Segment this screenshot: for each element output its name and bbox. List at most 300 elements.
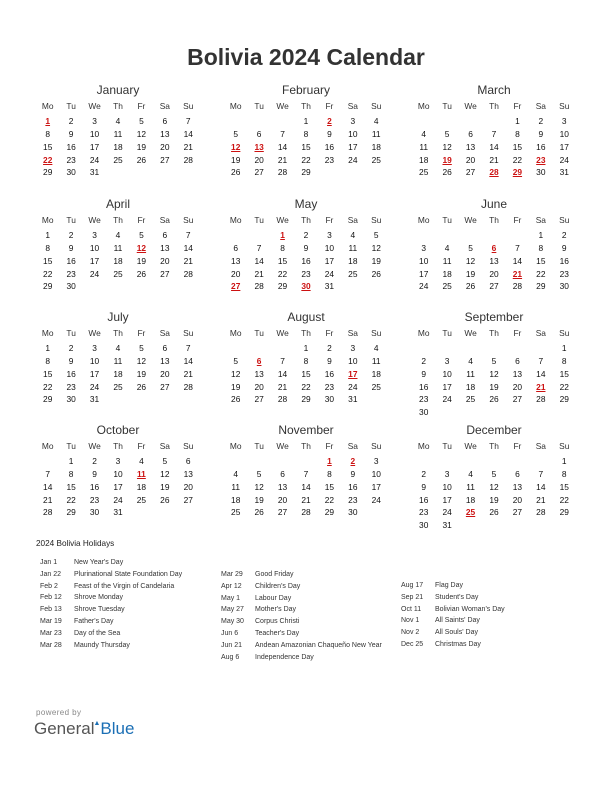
day-cell[interactable]: 28 bbox=[254, 281, 264, 292]
day-cell[interactable]: 19 bbox=[136, 141, 147, 152]
day-cell[interactable]: 12 bbox=[489, 481, 499, 492]
day-cell[interactable]: 23 bbox=[348, 494, 358, 505]
day-cell[interactable]: 1 bbox=[538, 229, 544, 240]
day-cell[interactable]: 6 bbox=[515, 468, 520, 479]
day-cell[interactable]: 27 bbox=[512, 394, 523, 405]
holiday-day-cell[interactable]: 21 bbox=[536, 381, 546, 392]
day-cell[interactable]: 28 bbox=[43, 507, 53, 518]
day-cell[interactable]: 11 bbox=[442, 255, 452, 266]
day-cell[interactable]: 4 bbox=[139, 455, 144, 466]
day-cell[interactable]: 28 bbox=[183, 268, 193, 279]
holiday-day-cell[interactable]: 12 bbox=[231, 141, 241, 152]
day-cell[interactable]: 14 bbox=[301, 481, 311, 492]
day-cell[interactable]: 2 bbox=[68, 342, 74, 353]
day-cell[interactable]: 25 bbox=[113, 154, 123, 165]
day-cell[interactable]: 16 bbox=[559, 255, 569, 266]
day-cell[interactable]: 13 bbox=[254, 368, 264, 379]
day-cell[interactable]: 2 bbox=[68, 115, 74, 126]
day-cell[interactable]: 9 bbox=[421, 481, 427, 492]
day-cell[interactable]: 12 bbox=[465, 255, 476, 266]
day-cell[interactable]: 8 bbox=[280, 242, 285, 253]
holiday-day-cell[interactable]: 30 bbox=[301, 281, 311, 292]
day-cell[interactable]: 14 bbox=[43, 481, 53, 492]
day-cell[interactable]: 1 bbox=[515, 115, 520, 126]
day-cell[interactable]: 6 bbox=[280, 468, 285, 479]
day-cell[interactable]: 22 bbox=[536, 268, 546, 279]
day-cell[interactable]: 7 bbox=[491, 128, 497, 139]
day-cell[interactable]: 7 bbox=[280, 128, 285, 139]
day-cell[interactable]: 3 bbox=[350, 342, 356, 353]
day-cell[interactable]: 3 bbox=[421, 242, 427, 253]
day-cell[interactable]: 31 bbox=[89, 394, 100, 405]
day-cell[interactable]: 11 bbox=[371, 128, 381, 139]
day-cell[interactable]: 24 bbox=[371, 494, 381, 505]
day-cell[interactable]: 9 bbox=[92, 468, 97, 479]
day-cell[interactable]: 25 bbox=[136, 494, 147, 505]
day-cell[interactable]: 1 bbox=[561, 455, 567, 466]
day-cell[interactable]: 5 bbox=[139, 342, 144, 353]
day-cell[interactable]: 19 bbox=[489, 494, 499, 505]
day-cell[interactable]: 30 bbox=[66, 281, 76, 292]
day-cell[interactable]: 28 bbox=[277, 394, 288, 405]
day-cell[interactable]: 27 bbox=[277, 507, 288, 518]
day-cell[interactable]: 14 bbox=[536, 481, 546, 492]
day-cell[interactable]: 26 bbox=[465, 281, 476, 292]
holiday-day-cell[interactable]: 23 bbox=[536, 154, 546, 165]
day-cell[interactable]: 29 bbox=[43, 167, 53, 178]
day-cell[interactable]: 15 bbox=[559, 368, 569, 379]
day-cell[interactable]: 25 bbox=[465, 394, 476, 405]
day-cell[interactable]: 6 bbox=[233, 242, 239, 253]
day-cell[interactable]: 2 bbox=[421, 355, 427, 366]
day-cell[interactable]: 9 bbox=[303, 242, 309, 253]
day-cell[interactable]: 10 bbox=[348, 355, 358, 366]
day-cell[interactable]: 26 bbox=[442, 167, 452, 178]
day-cell[interactable]: 27 bbox=[512, 507, 523, 518]
day-cell[interactable]: 9 bbox=[327, 355, 332, 366]
day-cell[interactable]: 1 bbox=[303, 115, 309, 126]
day-cell[interactable]: 5 bbox=[233, 128, 239, 139]
day-cell[interactable]: 14 bbox=[512, 255, 523, 266]
day-cell[interactable]: 9 bbox=[68, 128, 74, 139]
day-cell[interactable]: 17 bbox=[113, 481, 123, 492]
day-cell[interactable]: 4 bbox=[233, 468, 239, 479]
day-cell[interactable]: 8 bbox=[303, 128, 309, 139]
generalblue-logo[interactable] bbox=[34, 719, 134, 739]
day-cell[interactable]: 3 bbox=[444, 468, 450, 479]
day-cell[interactable]: 8 bbox=[515, 128, 520, 139]
day-cell[interactable]: 25 bbox=[113, 268, 123, 279]
day-cell[interactable]: 1 bbox=[561, 342, 567, 353]
day-cell[interactable]: 13 bbox=[512, 481, 523, 492]
day-cell[interactable]: 20 bbox=[231, 268, 241, 279]
day-cell[interactable]: 23 bbox=[66, 154, 76, 165]
day-cell[interactable]: 13 bbox=[277, 481, 288, 492]
day-cell[interactable]: 16 bbox=[66, 255, 76, 266]
day-cell[interactable]: 7 bbox=[185, 229, 191, 240]
day-cell[interactable]: 22 bbox=[66, 494, 76, 505]
day-cell[interactable]: 9 bbox=[68, 355, 74, 366]
day-cell[interactable]: 19 bbox=[160, 481, 170, 492]
day-cell[interactable]: 22 bbox=[301, 154, 311, 165]
day-cell[interactable]: 2 bbox=[327, 342, 332, 353]
day-cell[interactable]: 23 bbox=[301, 268, 311, 279]
day-cell[interactable]: 27 bbox=[160, 381, 170, 392]
day-cell[interactable]: 16 bbox=[66, 368, 76, 379]
day-cell[interactable]: 27 bbox=[183, 494, 193, 505]
day-cell[interactable]: 24 bbox=[442, 507, 452, 518]
day-cell[interactable]: 20 bbox=[160, 141, 170, 152]
day-cell[interactable]: 11 bbox=[466, 481, 475, 492]
holiday-day-cell[interactable]: 12 bbox=[136, 242, 147, 253]
day-cell[interactable]: 14 bbox=[277, 368, 288, 379]
day-cell[interactable]: 8 bbox=[68, 468, 74, 479]
day-cell[interactable]: 17 bbox=[419, 268, 429, 279]
day-cell[interactable]: 21 bbox=[183, 255, 193, 266]
day-cell[interactable]: 20 bbox=[254, 381, 264, 392]
day-cell[interactable]: 13 bbox=[160, 128, 170, 139]
day-cell[interactable]: 4 bbox=[468, 468, 473, 479]
day-cell[interactable]: 27 bbox=[254, 394, 264, 405]
holiday-day-cell[interactable]: 28 bbox=[489, 167, 499, 178]
day-cell[interactable]: 21 bbox=[301, 494, 311, 505]
holiday-day-cell[interactable]: 27 bbox=[231, 281, 241, 292]
day-cell[interactable]: 29 bbox=[301, 394, 311, 405]
day-cell[interactable]: 4 bbox=[350, 229, 356, 240]
day-cell[interactable]: 4 bbox=[421, 128, 427, 139]
day-cell[interactable]: 10 bbox=[419, 255, 429, 266]
day-cell[interactable]: 29 bbox=[277, 281, 288, 292]
day-cell[interactable]: 7 bbox=[185, 115, 191, 126]
day-cell[interactable]: 4 bbox=[115, 342, 121, 353]
day-cell[interactable]: 18 bbox=[113, 255, 123, 266]
day-cell[interactable]: 10 bbox=[559, 128, 569, 139]
day-cell[interactable]: 21 bbox=[489, 154, 499, 165]
day-cell[interactable]: 23 bbox=[66, 268, 76, 279]
day-cell[interactable]: 18 bbox=[442, 268, 452, 279]
day-cell[interactable]: 5 bbox=[139, 229, 144, 240]
day-cell[interactable]: 20 bbox=[512, 494, 523, 505]
day-cell[interactable]: 25 bbox=[231, 507, 241, 518]
day-cell[interactable]: 11 bbox=[348, 242, 358, 253]
day-cell[interactable]: 18 bbox=[465, 381, 476, 392]
day-cell[interactable]: 6 bbox=[162, 342, 168, 353]
day-cell[interactable]: 8 bbox=[327, 468, 332, 479]
day-cell[interactable]: 1 bbox=[45, 229, 51, 240]
day-cell[interactable]: 12 bbox=[489, 368, 499, 379]
day-cell[interactable]: 19 bbox=[489, 381, 499, 392]
day-cell[interactable]: 2 bbox=[421, 468, 427, 479]
day-cell[interactable]: 19 bbox=[465, 268, 476, 279]
day-cell[interactable]: 7 bbox=[256, 242, 262, 253]
day-cell[interactable]: 8 bbox=[538, 242, 544, 253]
day-cell[interactable]: 6 bbox=[162, 115, 168, 126]
day-cell[interactable]: 7 bbox=[185, 342, 191, 353]
day-cell[interactable]: 30 bbox=[89, 507, 100, 518]
day-cell[interactable]: 17 bbox=[371, 481, 381, 492]
day-cell[interactable]: 4 bbox=[373, 115, 379, 126]
day-cell[interactable]: 19 bbox=[254, 494, 264, 505]
day-cell[interactable]: 8 bbox=[561, 468, 567, 479]
day-cell[interactable]: 18 bbox=[371, 368, 381, 379]
day-cell[interactable]: 18 bbox=[465, 494, 476, 505]
day-cell[interactable]: 25 bbox=[371, 154, 381, 165]
day-cell[interactable]: 14 bbox=[183, 355, 193, 366]
day-cell[interactable]: 11 bbox=[466, 368, 475, 379]
day-cell[interactable]: 27 bbox=[160, 268, 170, 279]
day-cell[interactable]: 10 bbox=[89, 128, 100, 139]
day-cell[interactable]: 10 bbox=[348, 128, 358, 139]
day-cell[interactable]: 28 bbox=[301, 507, 311, 518]
day-cell[interactable]: 16 bbox=[419, 494, 429, 505]
day-cell[interactable]: 16 bbox=[419, 381, 429, 392]
day-cell[interactable]: 20 bbox=[489, 268, 499, 279]
day-cell[interactable]: 11 bbox=[113, 128, 123, 139]
day-cell[interactable]: 2 bbox=[538, 115, 544, 126]
day-cell[interactable]: 17 bbox=[89, 255, 100, 266]
day-cell[interactable]: 25 bbox=[371, 381, 381, 392]
day-cell[interactable]: 13 bbox=[489, 255, 499, 266]
day-cell[interactable]: 24 bbox=[89, 154, 100, 165]
day-cell[interactable]: 15 bbox=[512, 141, 523, 152]
holiday-day-cell[interactable]: 29 bbox=[512, 167, 523, 178]
holiday-day-cell[interactable]: 6 bbox=[256, 355, 262, 366]
day-cell[interactable]: 9 bbox=[68, 242, 74, 253]
day-cell[interactable]: 27 bbox=[160, 154, 170, 165]
day-cell[interactable]: 10 bbox=[442, 481, 452, 492]
day-cell[interactable]: 30 bbox=[324, 394, 335, 405]
day-cell[interactable]: 21 bbox=[536, 494, 546, 505]
day-cell[interactable]: 23 bbox=[324, 154, 335, 165]
day-cell[interactable]: 16 bbox=[536, 141, 546, 152]
day-cell[interactable]: 28 bbox=[512, 281, 523, 292]
day-cell[interactable]: 31 bbox=[348, 394, 358, 405]
day-cell[interactable]: 18 bbox=[136, 481, 147, 492]
day-cell[interactable]: 4 bbox=[115, 115, 121, 126]
day-cell[interactable]: 13 bbox=[231, 255, 241, 266]
day-cell[interactable]: 28 bbox=[277, 167, 288, 178]
day-cell[interactable]: 26 bbox=[136, 381, 147, 392]
day-cell[interactable]: 24 bbox=[324, 268, 335, 279]
holiday-day-cell[interactable]: 11 bbox=[136, 468, 146, 479]
day-cell[interactable]: 22 bbox=[277, 268, 288, 279]
day-cell[interactable]: 21 bbox=[183, 141, 193, 152]
day-cell[interactable]: 9 bbox=[421, 368, 427, 379]
day-cell[interactable]: 20 bbox=[254, 154, 264, 165]
day-cell[interactable]: 25 bbox=[348, 268, 358, 279]
day-cell[interactable]: 29 bbox=[324, 507, 335, 518]
day-cell[interactable]: 19 bbox=[136, 368, 147, 379]
day-cell[interactable]: 5 bbox=[468, 242, 473, 253]
day-cell[interactable]: 31 bbox=[324, 281, 335, 292]
holiday-day-cell[interactable]: 1 bbox=[327, 455, 332, 466]
day-cell[interactable]: 29 bbox=[66, 507, 76, 518]
day-cell[interactable]: 5 bbox=[139, 115, 144, 126]
holiday-day-cell[interactable]: 22 bbox=[43, 154, 53, 165]
day-cell[interactable]: 20 bbox=[160, 368, 170, 379]
day-cell[interactable]: 4 bbox=[468, 355, 473, 366]
day-cell[interactable]: 22 bbox=[559, 381, 569, 392]
holiday-day-cell[interactable]: 17 bbox=[348, 368, 358, 379]
day-cell[interactable]: 5 bbox=[491, 468, 497, 479]
day-cell[interactable]: 10 bbox=[113, 468, 123, 479]
day-cell[interactable]: 25 bbox=[442, 281, 452, 292]
day-cell[interactable]: 2 bbox=[303, 229, 309, 240]
day-cell[interactable]: 26 bbox=[231, 394, 241, 405]
day-cell[interactable]: 15 bbox=[536, 255, 546, 266]
day-cell[interactable]: 3 bbox=[350, 115, 356, 126]
day-cell[interactable]: 29 bbox=[559, 507, 569, 518]
day-cell[interactable]: 12 bbox=[160, 468, 170, 479]
day-cell[interactable]: 13 bbox=[465, 141, 476, 152]
day-cell[interactable]: 15 bbox=[301, 141, 311, 152]
day-cell[interactable]: 9 bbox=[538, 128, 544, 139]
day-cell[interactable]: 30 bbox=[348, 507, 358, 518]
holiday-day-cell[interactable]: 1 bbox=[280, 229, 285, 240]
day-cell[interactable]: 30 bbox=[419, 407, 429, 418]
day-cell[interactable]: 13 bbox=[160, 355, 170, 366]
day-cell[interactable]: 30 bbox=[559, 281, 569, 292]
day-cell[interactable]: 3 bbox=[115, 455, 121, 466]
day-cell[interactable]: 31 bbox=[113, 507, 123, 518]
day-cell[interactable]: 15 bbox=[66, 481, 76, 492]
day-cell[interactable]: 23 bbox=[89, 494, 100, 505]
day-cell[interactable]: 15 bbox=[301, 368, 311, 379]
day-cell[interactable]: 14 bbox=[277, 141, 288, 152]
day-cell[interactable]: 26 bbox=[231, 167, 241, 178]
day-cell[interactable]: 28 bbox=[183, 381, 193, 392]
day-cell[interactable]: 1 bbox=[303, 342, 309, 353]
day-cell[interactable]: 9 bbox=[350, 468, 356, 479]
day-cell[interactable]: 4 bbox=[373, 342, 379, 353]
day-cell[interactable]: 12 bbox=[442, 141, 452, 152]
day-cell[interactable]: 26 bbox=[136, 154, 147, 165]
day-cell[interactable]: 21 bbox=[43, 494, 53, 505]
day-cell[interactable]: 11 bbox=[371, 355, 381, 366]
day-cell[interactable]: 7 bbox=[515, 242, 520, 253]
day-cell[interactable]: 10 bbox=[324, 242, 335, 253]
day-cell[interactable]: 22 bbox=[512, 154, 523, 165]
day-cell[interactable]: 26 bbox=[254, 507, 264, 518]
day-cell[interactable]: 24 bbox=[348, 381, 358, 392]
day-cell[interactable]: 3 bbox=[373, 455, 379, 466]
holiday-day-cell[interactable]: 25 bbox=[465, 507, 476, 518]
day-cell[interactable]: 23 bbox=[324, 381, 335, 392]
day-cell[interactable]: 2 bbox=[92, 455, 97, 466]
day-cell[interactable]: 17 bbox=[442, 494, 452, 505]
day-cell[interactable]: 2 bbox=[561, 229, 567, 240]
day-cell[interactable]: 11 bbox=[113, 242, 123, 253]
day-cell[interactable]: 13 bbox=[512, 368, 523, 379]
day-cell[interactable]: 9 bbox=[327, 128, 332, 139]
day-cell[interactable]: 8 bbox=[303, 355, 309, 366]
day-cell[interactable]: 22 bbox=[559, 494, 569, 505]
day-cell[interactable]: 19 bbox=[231, 154, 241, 165]
day-cell[interactable]: 4 bbox=[444, 242, 450, 253]
day-cell[interactable]: 13 bbox=[183, 468, 193, 479]
day-cell[interactable]: 26 bbox=[136, 268, 147, 279]
day-cell[interactable]: 24 bbox=[419, 281, 429, 292]
holiday-day-cell[interactable]: 13 bbox=[254, 141, 264, 152]
day-cell[interactable]: 6 bbox=[185, 455, 191, 466]
day-cell[interactable]: 1 bbox=[68, 455, 74, 466]
day-cell[interactable]: 20 bbox=[277, 494, 288, 505]
day-cell[interactable]: 17 bbox=[324, 255, 335, 266]
day-cell[interactable]: 18 bbox=[419, 154, 429, 165]
day-cell[interactable]: 3 bbox=[92, 229, 97, 240]
day-cell[interactable]: 11 bbox=[113, 355, 123, 366]
day-cell[interactable]: 26 bbox=[371, 268, 381, 279]
day-cell[interactable]: 24 bbox=[89, 381, 100, 392]
day-cell[interactable]: 14 bbox=[183, 128, 193, 139]
day-cell[interactable]: 15 bbox=[43, 255, 53, 266]
day-cell[interactable]: 20 bbox=[465, 154, 476, 165]
day-cell[interactable]: 25 bbox=[113, 381, 123, 392]
day-cell[interactable]: 9 bbox=[561, 242, 567, 253]
day-cell[interactable]: 16 bbox=[89, 481, 100, 492]
day-cell[interactable]: 12 bbox=[371, 242, 381, 253]
day-cell[interactable]: 3 bbox=[92, 342, 97, 353]
day-cell[interactable]: 27 bbox=[465, 167, 476, 178]
day-cell[interactable]: 19 bbox=[231, 381, 241, 392]
day-cell[interactable]: 8 bbox=[45, 242, 51, 253]
day-cell[interactable]: 24 bbox=[559, 154, 569, 165]
day-cell[interactable]: 27 bbox=[489, 281, 499, 292]
day-cell[interactable]: 18 bbox=[348, 255, 358, 266]
day-cell[interactable]: 29 bbox=[559, 394, 569, 405]
day-cell[interactable]: 23 bbox=[559, 268, 569, 279]
day-cell[interactable]: 24 bbox=[89, 268, 100, 279]
day-cell[interactable]: 20 bbox=[160, 255, 170, 266]
day-cell[interactable]: 6 bbox=[468, 128, 473, 139]
day-cell[interactable]: 16 bbox=[324, 368, 335, 379]
day-cell[interactable]: 31 bbox=[89, 167, 100, 178]
day-cell[interactable]: 27 bbox=[254, 167, 264, 178]
day-cell[interactable]: 26 bbox=[489, 507, 499, 518]
day-cell[interactable]: 15 bbox=[43, 368, 53, 379]
day-cell[interactable]: 5 bbox=[162, 455, 168, 466]
holiday-day-cell[interactable]: 19 bbox=[442, 154, 452, 165]
day-cell[interactable]: 16 bbox=[324, 141, 335, 152]
day-cell[interactable]: 17 bbox=[559, 141, 569, 152]
day-cell[interactable]: 24 bbox=[348, 154, 358, 165]
day-cell[interactable]: 5 bbox=[256, 468, 262, 479]
day-cell[interactable]: 5 bbox=[373, 229, 379, 240]
day-cell[interactable]: 31 bbox=[442, 520, 452, 531]
day-cell[interactable]: 14 bbox=[489, 141, 499, 152]
day-cell[interactable]: 22 bbox=[324, 494, 335, 505]
day-cell[interactable]: 22 bbox=[43, 268, 53, 279]
day-cell[interactable]: 18 bbox=[113, 141, 123, 152]
day-cell[interactable]: 12 bbox=[231, 368, 241, 379]
day-cell[interactable]: 16 bbox=[301, 255, 311, 266]
day-cell[interactable]: 20 bbox=[512, 381, 523, 392]
day-cell[interactable]: 30 bbox=[66, 167, 76, 178]
day-cell[interactable]: 22 bbox=[301, 381, 311, 392]
day-cell[interactable]: 30 bbox=[536, 167, 546, 178]
day-cell[interactable]: 31 bbox=[559, 167, 569, 178]
day-cell[interactable]: 4 bbox=[115, 229, 121, 240]
holiday-day-cell[interactable]: 2 bbox=[327, 115, 332, 126]
day-cell[interactable]: 15 bbox=[559, 481, 569, 492]
day-cell[interactable]: 13 bbox=[160, 242, 170, 253]
day-cell[interactable]: 15 bbox=[43, 141, 53, 152]
day-cell[interactable]: 7 bbox=[280, 355, 285, 366]
day-cell[interactable]: 14 bbox=[536, 368, 546, 379]
day-cell[interactable]: 19 bbox=[371, 255, 381, 266]
day-cell[interactable]: 16 bbox=[348, 481, 358, 492]
day-cell[interactable]: 7 bbox=[45, 468, 51, 479]
